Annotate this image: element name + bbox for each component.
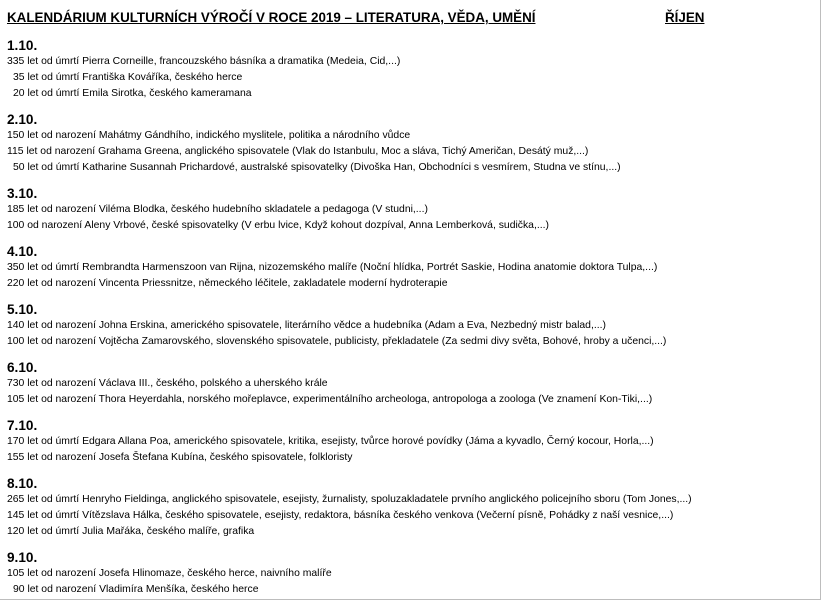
day-date: 9.10. (7, 550, 38, 565)
anniversary-entry: 140 let od narození Johna Erskina, amerického spisovatele, literárního vědce a hudebníka (Adam a Eva, Nezbedný mistr balad,...) (7, 320, 606, 331)
day-date: 7.10. (7, 418, 38, 433)
day-date: 4.10. (7, 244, 38, 259)
day-section (7, 360, 812, 408)
anniversary-entry: 120 let od úmrtí Julia Mařáka, českého malíře, grafika (7, 526, 255, 537)
day-date: 2.10. (7, 112, 38, 127)
anniversary-entry: 155 let od narození Josefa Štefana Kubína, českého spisovatele, folkloristy (7, 452, 353, 463)
day-section (7, 112, 812, 176)
day-section (7, 418, 812, 466)
anniversary-entry: 105 let od narození Thora Heyerdahla, norského mořeplavce, experimentálního archeologa, antropologa a zoologa (Ve znamení Kon-Tiki,...) (7, 394, 653, 405)
anniversary-entry: 150 let od narození Mahátmy Gándhího, indického myslitele, politika a národního vůdce (7, 130, 411, 141)
anniversary-entry: 100 od narození Aleny Vrbové, české spisovatelky (V erbu lvice, Když kohout dozpíval, Anna Lemberková, sudička,...) (7, 220, 549, 231)
anniversary-list (7, 38, 812, 608)
anniversary-entry: 50 let od úmrtí Katharine Susannah Prichardové, australské spisovatelky (Divoška Han, Obchodníci s vesmírem, Studna ve stínu,...) (13, 162, 621, 173)
anniversary-entry: 350 let od úmrtí Rembrandta Harmenszoon van Rijna, nizozemského malíře (Noční hlídka, Portrét Saskie, Hodina anatomie doktora Tulpa,...) (7, 262, 658, 273)
day-section (7, 186, 812, 234)
anniversary-entry: 185 let od narození Viléma Blodka, českého hudebního skladatele a pedagoga (V studni,...) (7, 204, 428, 215)
day-date: 3.10. (7, 186, 38, 201)
day-section (7, 244, 812, 292)
anniversary-entry: 115 let od narození Grahama Greena, anglického spisovatele (Vlak do Istanbulu, Moc a sláva, Tichý Američan, Desátý muž,...) (7, 146, 589, 157)
anniversary-entry: 90 let od narození Vladimíra Menšíka, českého herce (13, 584, 259, 595)
day-date: 1.10. (7, 38, 38, 53)
document-header (7, 10, 807, 30)
month-label: ŘÍJEN (665, 10, 705, 25)
anniversary-entry: 105 let od narození Josefa Hlinomaze, českého herce, naivního malíře (7, 568, 332, 579)
day-section (7, 550, 812, 598)
day-section (7, 38, 812, 102)
anniversary-entry: 100 let od narození Vojtěcha Zamarovského, slovenského spisovatele, publicisty, překladatele (Za sedmi divy světa, Bohové, hroby a učenci,...) (7, 336, 667, 347)
anniversary-entry: 35 let od úmrtí Františka Kováříka, českého herce (13, 72, 243, 83)
anniversary-entry: 335 let od úmrtí Pierra Corneille, francouzského básníka a dramatika (Medeia, Cid,...) (7, 56, 401, 67)
anniversary-entry: 170 let od úmrtí Edgara Allana Poa, amerického spisovatele, kritika, esejisty, tvůrce horové povídky (Jáma a kyvadlo, Černý kocour, Horla,...) (7, 436, 654, 447)
anniversary-entry: 145 let od úmrtí Vítězslava Hálka, českého spisovatele, esejisty, redaktora, básníka českého venkova (Večerní písně, Pohádky z naší vesnice,...) (7, 510, 674, 521)
day-section (7, 476, 812, 540)
day-date: 5.10. (7, 302, 38, 317)
day-date: 6.10. (7, 360, 38, 375)
anniversary-entry: 220 let od narození Vincenta Priessnitze, německého léčitele, zakladatele moderní hydroterapie (7, 278, 448, 289)
anniversary-entry: 265 let od úmrtí Henryho Fieldinga, anglického spisovatele, esejisty, žurnalisty, spoluzakladatele prvního anglického policejního sboru (Tom Jones,...) (7, 494, 692, 505)
anniversary-entry: 20 let od úmrtí Emila Sirotka, českého kameramana (13, 88, 252, 99)
document-title: KALENDÁRIUM KULTURNÍCH VÝROČÍ V ROCE 2019 – LITERATURA, VĚDA, UMĚNÍ (7, 10, 536, 25)
day-section (7, 302, 812, 350)
day-date: 8.10. (7, 476, 38, 491)
anniversary-entry: 730 let od narození Václava III., českého, polského a uherského krále (7, 378, 328, 389)
